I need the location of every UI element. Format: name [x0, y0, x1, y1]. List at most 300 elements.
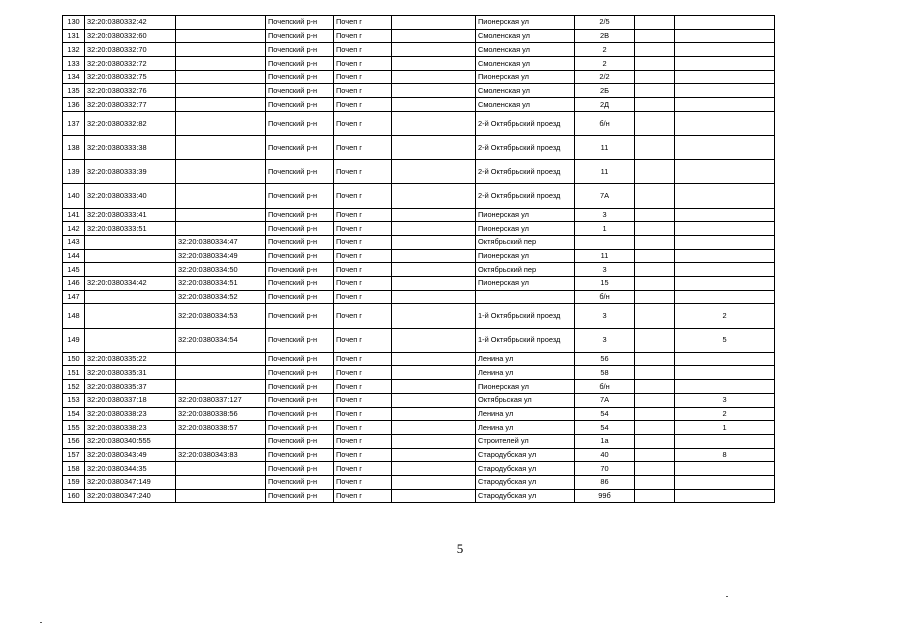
cell-cad2: [176, 16, 266, 30]
cell-street: Октябрьский пер: [476, 263, 575, 277]
cell-cad2: [176, 136, 266, 160]
cell-c6: [392, 380, 476, 394]
cell-district: Почепский р-н: [266, 57, 334, 71]
cell-c6: [392, 352, 476, 366]
cell-street: Пионерская ул: [476, 249, 575, 263]
cell-cad2: [176, 366, 266, 380]
cell-street: Стародубская ул: [476, 475, 575, 489]
cell-district: Почепский р-н: [266, 208, 334, 222]
cell-street: Ленина ул: [476, 366, 575, 380]
cell-street: Октябрьский пер: [476, 235, 575, 249]
cell-c6: [392, 57, 476, 71]
table-row: [63, 43, 775, 57]
cell-city: Почеп г: [334, 448, 392, 462]
cell-district: Почепский р-н: [266, 98, 334, 112]
cell-c6: [392, 489, 476, 503]
cell-cad1: 32:20:0380343:49: [85, 448, 176, 462]
cell-district: Почепский р-н: [266, 489, 334, 503]
table-row: [63, 184, 775, 208]
cell-house: 3: [575, 208, 635, 222]
cell-n: 131: [63, 29, 85, 43]
cell-house: 3: [575, 263, 635, 277]
scan-speck: [40, 622, 42, 623]
cell-c10: [675, 249, 775, 263]
cell-city: Почеп г: [334, 277, 392, 291]
cell-c10: [675, 277, 775, 291]
cell-cad1: 32:20:0380334:42: [85, 277, 176, 291]
cell-c9: [635, 366, 675, 380]
cell-house: 56: [575, 352, 635, 366]
cell-city: Почеп г: [334, 421, 392, 435]
cell-district: Почепский р-н: [266, 84, 334, 98]
cell-c6: [392, 421, 476, 435]
cell-c6: [392, 29, 476, 43]
cell-c9: [635, 352, 675, 366]
cell-n: 139: [63, 160, 85, 184]
cell-district: Почепский р-н: [266, 328, 334, 352]
cell-c6: [392, 98, 476, 112]
table-row: [63, 57, 775, 71]
cell-house: 3: [575, 304, 635, 328]
cell-city: Почеп г: [334, 57, 392, 71]
cell-street: Октябрьская ул: [476, 393, 575, 407]
cell-house: 11: [575, 136, 635, 160]
cell-n: 137: [63, 111, 85, 135]
scan-speck: [726, 596, 728, 597]
cell-house: 7А: [575, 393, 635, 407]
page-number: 5: [456, 541, 464, 556]
cell-c6: [392, 136, 476, 160]
table-row: [63, 263, 775, 277]
cell-house: 3: [575, 328, 635, 352]
table-row: [63, 475, 775, 489]
cell-cad2: [176, 222, 266, 236]
cell-c10: 3: [675, 393, 775, 407]
cell-cad2: 32:20:0380334:54: [176, 328, 266, 352]
table-row: [63, 380, 775, 394]
cell-cad2: [176, 462, 266, 476]
cell-city: Почеп г: [334, 475, 392, 489]
cell-cad2: [176, 208, 266, 222]
table-body: [63, 16, 775, 503]
cell-cad1: [85, 328, 176, 352]
cell-street: 1-й Октябрьский проезд: [476, 328, 575, 352]
cell-cad2: 32:20:0380334:51: [176, 277, 266, 291]
cell-n: 156: [63, 434, 85, 448]
table-row: [63, 29, 775, 43]
cell-c6: [392, 462, 476, 476]
cell-cad2: [176, 111, 266, 135]
cell-street: Пионерская ул: [476, 208, 575, 222]
cell-cad2: [176, 352, 266, 366]
cell-c10: 8: [675, 448, 775, 462]
cell-city: Почеп г: [334, 70, 392, 84]
cell-house: б/н: [575, 290, 635, 304]
cell-cad2: 32:20:0380334:49: [176, 249, 266, 263]
cell-c9: [635, 407, 675, 421]
cell-c9: [635, 29, 675, 43]
cell-c10: [675, 111, 775, 135]
table-row: [63, 304, 775, 328]
cell-district: Почепский р-н: [266, 290, 334, 304]
cell-cad1: 32:20:0380333:40: [85, 184, 176, 208]
cell-street: 2-й Октябрьский проезд: [476, 136, 575, 160]
cell-c10: [675, 290, 775, 304]
cell-district: Почепский р-н: [266, 160, 334, 184]
cell-street: Стародубская ул: [476, 489, 575, 503]
cell-city: Почеп г: [334, 462, 392, 476]
table-row: [63, 448, 775, 462]
table-row: [63, 208, 775, 222]
cell-c10: [675, 475, 775, 489]
cell-street: Ленина ул: [476, 421, 575, 435]
cell-cad1: 32:20:0380332:60: [85, 29, 176, 43]
cell-cad1: 32:20:0380332:77: [85, 98, 176, 112]
cell-house: 58: [575, 366, 635, 380]
cell-cad1: 32:20:0380335:31: [85, 366, 176, 380]
cell-c10: [675, 434, 775, 448]
table-row: [63, 290, 775, 304]
cell-district: Почепский р-н: [266, 29, 334, 43]
cell-n: 134: [63, 70, 85, 84]
cell-city: Почеп г: [334, 290, 392, 304]
cell-house: 70: [575, 462, 635, 476]
cell-district: Почепский р-н: [266, 421, 334, 435]
table-row: [63, 434, 775, 448]
cell-c6: [392, 84, 476, 98]
cell-c6: [392, 43, 476, 57]
cell-n: 146: [63, 277, 85, 291]
cell-house: 99б: [575, 489, 635, 503]
cell-city: Почеп г: [334, 434, 392, 448]
cell-cad1: 32:20:0380332:82: [85, 111, 176, 135]
cell-cad1: 32:20:0380333:51: [85, 222, 176, 236]
cell-c10: [675, 160, 775, 184]
cell-c6: [392, 222, 476, 236]
cell-cad2: [176, 29, 266, 43]
cell-cad1: 32:20:0380347:149: [85, 475, 176, 489]
cell-n: 154: [63, 407, 85, 421]
cell-cad1: 32:20:0380333:38: [85, 136, 176, 160]
cell-c9: [635, 249, 675, 263]
cell-c10: 1: [675, 421, 775, 435]
cell-c9: [635, 136, 675, 160]
cell-c6: [392, 184, 476, 208]
cell-c9: [635, 111, 675, 135]
cell-c10: 2: [675, 407, 775, 421]
cell-c6: [392, 328, 476, 352]
cell-street: 2-й Октябрьский проезд: [476, 184, 575, 208]
cell-c10: [675, 184, 775, 208]
cell-cad2: [176, 380, 266, 394]
cell-c6: [392, 70, 476, 84]
cell-city: Почеп г: [334, 366, 392, 380]
cell-c10: [675, 84, 775, 98]
cell-street: Строителей ул: [476, 434, 575, 448]
cell-cad1: [85, 263, 176, 277]
table-row: [63, 277, 775, 291]
cell-cad2: 32:20:0380338:56: [176, 407, 266, 421]
cell-house: 2В: [575, 29, 635, 43]
cell-cad2: [176, 70, 266, 84]
cell-n: 155: [63, 421, 85, 435]
cell-n: 135: [63, 84, 85, 98]
cell-n: 132: [63, 43, 85, 57]
table-row: [63, 407, 775, 421]
cell-n: 133: [63, 57, 85, 71]
cell-city: Почеп г: [334, 16, 392, 30]
cell-c6: [392, 208, 476, 222]
cell-house: 54: [575, 421, 635, 435]
cell-street: Пионерская ул: [476, 70, 575, 84]
cell-c6: [392, 160, 476, 184]
cell-n: 148: [63, 304, 85, 328]
cell-c6: [392, 263, 476, 277]
cell-city: Почеп г: [334, 184, 392, 208]
cell-city: Почеп г: [334, 160, 392, 184]
cell-cad1: 32:20:0380332:76: [85, 84, 176, 98]
cell-n: 158: [63, 462, 85, 476]
cell-cad1: [85, 304, 176, 328]
table-row: [63, 98, 775, 112]
table-row: [63, 84, 775, 98]
cell-c6: [392, 277, 476, 291]
cell-c9: [635, 380, 675, 394]
cell-n: 149: [63, 328, 85, 352]
cell-n: 150: [63, 352, 85, 366]
cell-c9: [635, 328, 675, 352]
cell-c6: [392, 16, 476, 30]
cell-c9: [635, 98, 675, 112]
table-row: [63, 136, 775, 160]
cell-house: 40: [575, 448, 635, 462]
table-row: [63, 352, 775, 366]
cell-n: 159: [63, 475, 85, 489]
cell-c10: [675, 222, 775, 236]
table-row: [63, 111, 775, 135]
cell-c6: [392, 366, 476, 380]
cell-c10: [675, 43, 775, 57]
cell-district: Почепский р-н: [266, 70, 334, 84]
table-row: [63, 222, 775, 236]
cell-district: Почепский р-н: [266, 16, 334, 30]
cell-district: Почепский р-н: [266, 380, 334, 394]
table-row: [63, 393, 775, 407]
cell-city: Почеп г: [334, 235, 392, 249]
cell-district: Почепский р-н: [266, 235, 334, 249]
cell-n: 144: [63, 249, 85, 263]
table-row: [63, 366, 775, 380]
cell-c10: [675, 16, 775, 30]
cell-district: Почепский р-н: [266, 43, 334, 57]
cell-c9: [635, 208, 675, 222]
cell-house: 54: [575, 407, 635, 421]
cell-district: Почепский р-н: [266, 249, 334, 263]
cell-cad1: 32:20:0380332:42: [85, 16, 176, 30]
cell-c10: [675, 208, 775, 222]
cell-district: Почепский р-н: [266, 304, 334, 328]
cell-city: Почеп г: [334, 407, 392, 421]
cell-cad2: [176, 184, 266, 208]
cell-street: 1-й Октябрьский проезд: [476, 304, 575, 328]
cell-cad1: [85, 249, 176, 263]
cell-cad2: [176, 475, 266, 489]
cell-street: Смоленская ул: [476, 57, 575, 71]
cell-c9: [635, 277, 675, 291]
cell-street: Ленина ул: [476, 407, 575, 421]
cell-street: 2-й Октябрьский проезд: [476, 160, 575, 184]
cell-city: Почеп г: [334, 263, 392, 277]
cell-c9: [635, 421, 675, 435]
cell-street: Пионерская ул: [476, 277, 575, 291]
cell-cad1: 32:20:0380337:18: [85, 393, 176, 407]
cell-house: 15: [575, 277, 635, 291]
cell-c10: [675, 57, 775, 71]
cell-city: Почеп г: [334, 208, 392, 222]
cell-cad2: [176, 434, 266, 448]
cell-c9: [635, 160, 675, 184]
cell-house: б/н: [575, 380, 635, 394]
cell-city: Почеп г: [334, 29, 392, 43]
cell-city: Почеп г: [334, 352, 392, 366]
cell-c6: [392, 249, 476, 263]
cell-house: 11: [575, 249, 635, 263]
cell-district: Почепский р-н: [266, 184, 334, 208]
cell-c10: [675, 366, 775, 380]
cell-district: Почепский р-н: [266, 352, 334, 366]
cell-district: Почепский р-н: [266, 222, 334, 236]
cell-cad2: 32:20:0380343:83: [176, 448, 266, 462]
cell-c10: 5: [675, 328, 775, 352]
cell-c9: [635, 434, 675, 448]
cell-c6: [392, 434, 476, 448]
cell-district: Почепский р-н: [266, 111, 334, 135]
cell-city: Почеп г: [334, 393, 392, 407]
cell-c9: [635, 290, 675, 304]
cell-c9: [635, 43, 675, 57]
cell-cad1: 32:20:0380332:75: [85, 70, 176, 84]
cell-c9: [635, 57, 675, 71]
cell-c9: [635, 235, 675, 249]
table-row: [63, 489, 775, 503]
cell-city: Почеп г: [334, 304, 392, 328]
cell-c9: [635, 70, 675, 84]
cell-c10: [675, 489, 775, 503]
cell-cad2: 32:20:0380334:50: [176, 263, 266, 277]
cell-cad2: 32:20:0380334:53: [176, 304, 266, 328]
table-row: [63, 421, 775, 435]
cell-district: Почепский р-н: [266, 475, 334, 489]
cell-cad1: 32:20:0380335:37: [85, 380, 176, 394]
table-row: [63, 462, 775, 476]
table-row: [63, 160, 775, 184]
cell-street: Смоленская ул: [476, 29, 575, 43]
table-row: [63, 235, 775, 249]
cell-street: Смоленская ул: [476, 43, 575, 57]
cell-district: Почепский р-н: [266, 407, 334, 421]
cell-street: Смоленская ул: [476, 84, 575, 98]
table-row: [63, 249, 775, 263]
cell-district: Почепский р-н: [266, 434, 334, 448]
cell-cad2: [176, 98, 266, 112]
cell-n: 143: [63, 235, 85, 249]
cell-cad2: 32:20:0380337:127: [176, 393, 266, 407]
cell-cad1: [85, 235, 176, 249]
cell-c9: [635, 393, 675, 407]
cell-city: Почеп г: [334, 489, 392, 503]
cell-c10: [675, 263, 775, 277]
table-row: [63, 70, 775, 84]
cell-c9: [635, 222, 675, 236]
cell-city: Почеп г: [334, 136, 392, 160]
cell-c10: [675, 462, 775, 476]
cell-street: 2-й Октябрьский проезд: [476, 111, 575, 135]
cell-cad1: 32:20:0380338:23: [85, 407, 176, 421]
cell-cad1: 32:20:0380340:555: [85, 434, 176, 448]
cell-house: 2/2: [575, 70, 635, 84]
cell-street: Пионерская ул: [476, 380, 575, 394]
cell-n: 160: [63, 489, 85, 503]
cell-house: 2Б: [575, 84, 635, 98]
cell-c6: [392, 111, 476, 135]
cell-cad1: 32:20:0380347:240: [85, 489, 176, 503]
cell-cad2: [176, 160, 266, 184]
cell-district: Почепский р-н: [266, 366, 334, 380]
cell-house: 2/5: [575, 16, 635, 30]
cell-street: Стародубская ул: [476, 462, 575, 476]
cell-house: 11: [575, 160, 635, 184]
cell-n: 142: [63, 222, 85, 236]
cell-c9: [635, 475, 675, 489]
cell-city: Почеп г: [334, 380, 392, 394]
table-row: [63, 16, 775, 30]
cell-city: Почеп г: [334, 84, 392, 98]
cell-n: 153: [63, 393, 85, 407]
cell-c9: [635, 16, 675, 30]
cell-district: Почепский р-н: [266, 277, 334, 291]
cell-city: Почеп г: [334, 98, 392, 112]
cell-street: Ленина ул: [476, 352, 575, 366]
cell-cad1: 32:20:0380335:22: [85, 352, 176, 366]
cell-city: Почеп г: [334, 43, 392, 57]
cell-cad2: [176, 84, 266, 98]
cell-house: 1а: [575, 434, 635, 448]
cell-n: 136: [63, 98, 85, 112]
cell-district: Почепский р-н: [266, 448, 334, 462]
cell-cad2: 32:20:0380334:47: [176, 235, 266, 249]
cell-cad2: [176, 489, 266, 503]
cell-c6: [392, 475, 476, 489]
cell-district: Почепский р-н: [266, 462, 334, 476]
cell-cad2: [176, 57, 266, 71]
cell-c6: [392, 407, 476, 421]
cell-c9: [635, 184, 675, 208]
cell-house: 1: [575, 222, 635, 236]
cell-c9: [635, 448, 675, 462]
cell-house: б/н: [575, 111, 635, 135]
cell-c6: [392, 235, 476, 249]
cell-n: 130: [63, 16, 85, 30]
property-table: [62, 15, 775, 503]
cell-c10: [675, 29, 775, 43]
cell-cad1: 32:20:0380338:23: [85, 421, 176, 435]
cell-city: Почеп г: [334, 222, 392, 236]
cell-n: 152: [63, 380, 85, 394]
cell-house: 2Д: [575, 98, 635, 112]
cell-cad1: 32:20:0380333:39: [85, 160, 176, 184]
cell-district: Почепский р-н: [266, 263, 334, 277]
cell-c9: [635, 304, 675, 328]
